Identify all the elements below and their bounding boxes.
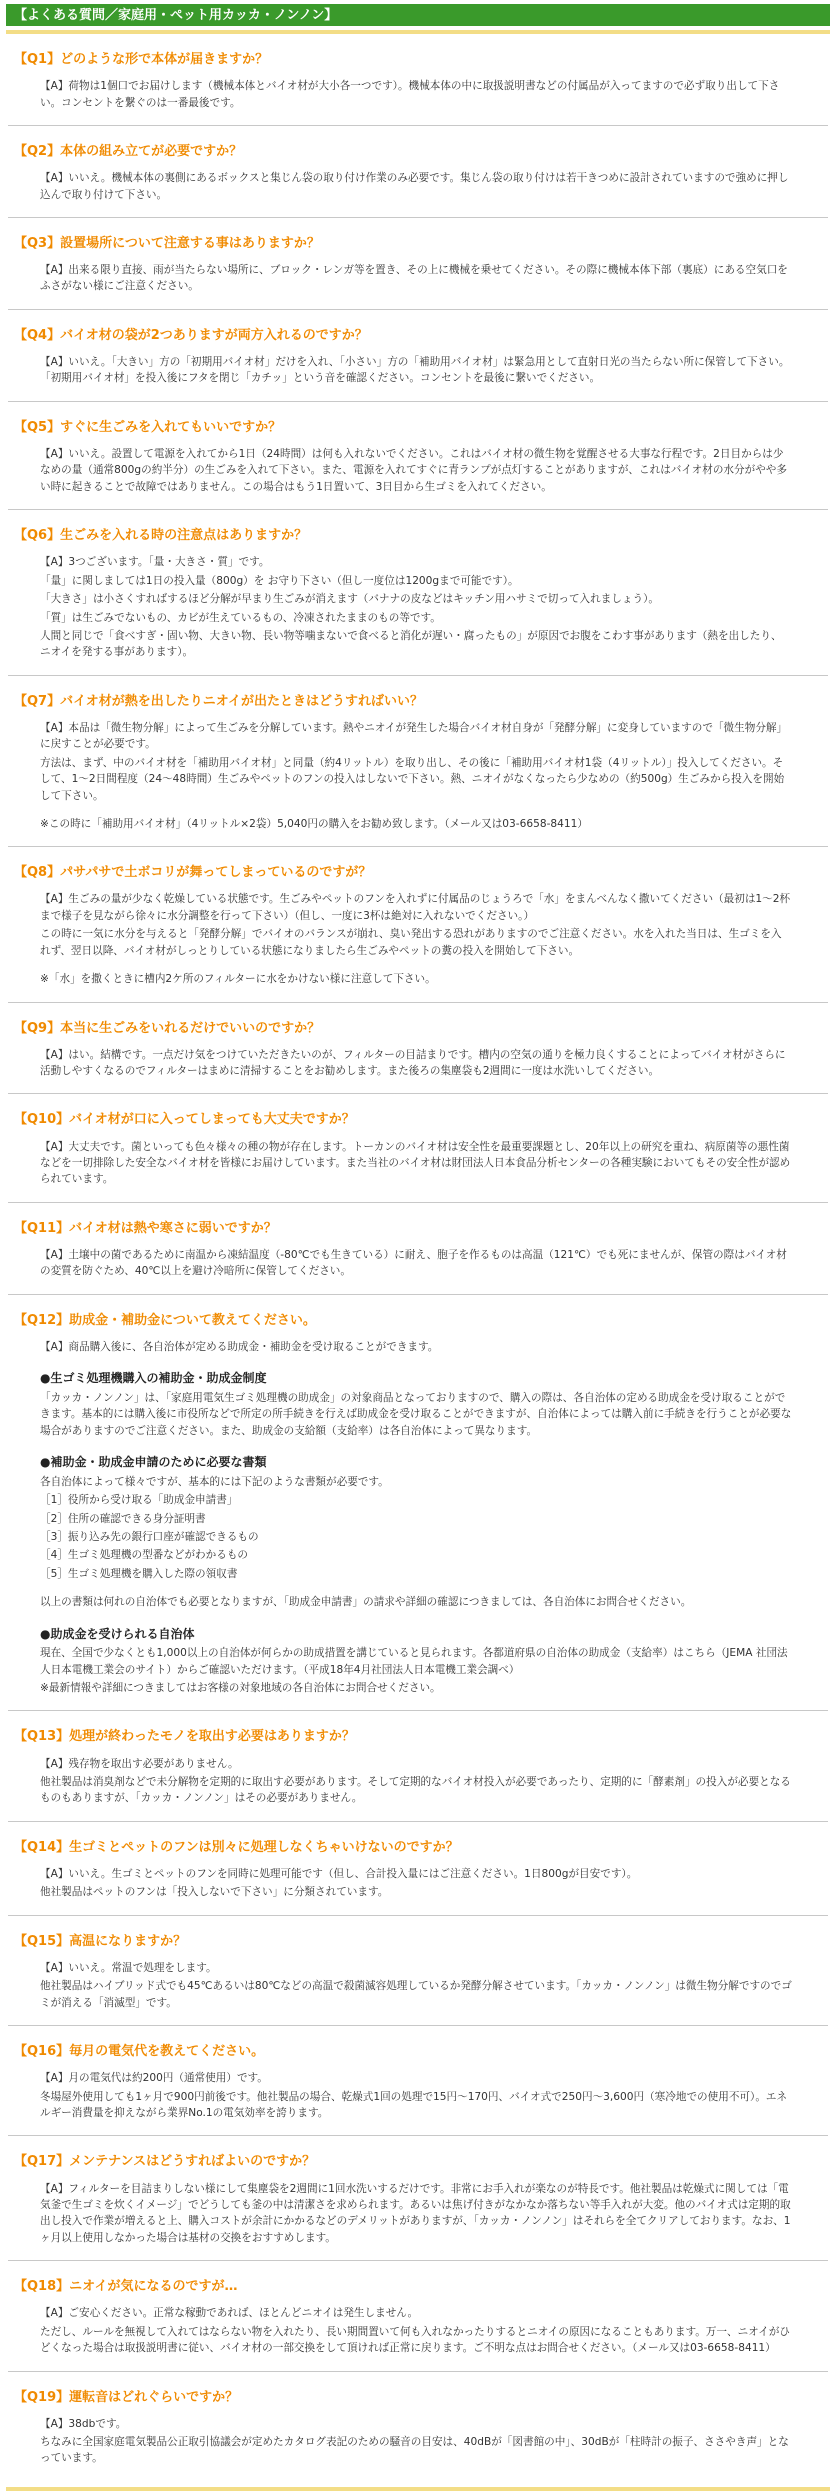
answer-paragraph: 【A】フィルターを目詰まりしない様にして集塵袋を2週間に1回水洗いするだけです。非常にお手入れが楽なのが特長です。他社製品は乾燥式に関しては「電気釜で生ゴミを炊くイメージ」でどうしても釜の中は清潔さを求められます。あるいは焦げ付きがなかなか落ちない等手入れが大変。他のバイオ式は定期的取出し投入で作業が増えると上、購入コストが余計にかかるなどのデメリットがありますが、「カッカ・ノンノン」はそれらを全てクリアしております。なお、1ヶ月以上使用しなかった場合は基材の交換をおすすめします。 [40, 2182, 791, 2244]
answer-paragraph: ※「水」を撒くときに槽内2ケ所のフィルターに水をかけない様に注意して下さい。 [40, 973, 436, 986]
answer-paragraph: 【A】38dbです。 [40, 2417, 127, 2430]
answer-paragraph: 【A】土壌中の菌であるために南温から凍結温度（-80℃でも生きている）に耐え、胞子を作るものは高温（121℃）でも死にませんが、保管の際はバイオ材の変質を防ぐため、40℃以上を避け冷暗所に保管してください。 [40, 1248, 787, 1278]
answer-paragraph: ※最新情報や詳細につきましてはお客様の対象地域の各自治体にお問合せください。 [40, 1681, 441, 1694]
faq-question: 【Q13】処理が終わったモノを取出す必要はありますか？ [14, 1729, 355, 1745]
faq-answer [8, 554, 828, 674]
answer-subheading: ●助成金を受けられる自治体 [40, 1626, 195, 1641]
faq-answer [8, 2181, 828, 2261]
faq-answer [8, 720, 828, 846]
answer-paragraph: 各自治体によって様々ですが、基本的には下記のような書類が必要です。 [40, 1475, 389, 1488]
faq-question: 【Q17】メンテナンスはどうすればよいのですか？ [14, 2154, 316, 2170]
faq-question: 【Q1】どのような形で本体が届きますか？ [14, 52, 269, 67]
faq-answer [8, 1756, 828, 1821]
answer-paragraph: 冬場屋外使用しても1ヶ月で900円前後です。他社製品の場合、乾燥式1回の処理で15円～170円、バイオ式で250円～3,600円（寒冷地での使用不可）。エネルギー消費量を抑えながら業界No.1の電気効率を誇ります。 [40, 2090, 788, 2119]
faq-question: 【Q5】すぐに生ごみを入れてもいいですか？ [14, 419, 282, 435]
faq-item [8, 1094, 828, 1201]
faq-question: 【Q16】毎月の電気代を教えてください。 [14, 2044, 265, 2060]
footer-divider [6, 2487, 830, 2491]
faq-answer [8, 1047, 828, 1094]
faq-question: 【Q4】バイオ材の袋が2つありますが両方入れるのですか？ [14, 327, 368, 343]
faq-page [0, 4, 836, 2465]
faq-item [8, 676, 828, 847]
answer-paragraph: 以上の書類は何れの自治体でも必要となりますが、「助成金申請書」の請求や詳細の確認につきましては、各自治体にお問合せください。 [40, 1596, 692, 1609]
answer-paragraph: 【A】生ごみの量が少なく乾燥している状態です。生ごみやペットのフンを入れずに付属品のじょうろで「水」をまんべんなく撒いてください（最初は1～2杯まで様子を見ながら徐々に水分調整を行って下さい）（但し、一度に3杯は絶対に入れないでください。） [40, 893, 791, 922]
faq-question: 【Q2】本体の組み立てが必要ですか？ [14, 143, 243, 159]
faq-item [8, 2372, 828, 2481]
faq-answer [8, 2070, 828, 2135]
answer-paragraph: 現在、全国で少なくとも1,000以上の自治体が何らかの助成措置を講じていると見られます。各都道府県の自治体の助成金（支給率）はこちら（JEMA 社団法人日本電機工業会のサイト）からご確認いただけます。（平成18年4月社団法人日本電機工業会調べ） [40, 1647, 788, 1676]
faq-question: 【Q12】助成金・補助金について教えてください。 [14, 1312, 316, 1328]
answer-subheading: ●生ゴミ処理機購入の補助金・助成金制度 [40, 1371, 267, 1386]
faq-item [8, 510, 828, 675]
answer-paragraph: 【A】いいえ。機械本体の裏側にあるボックスと集じん袋の取り付け作業のみ必要です。集じん袋の取り付けは若干きつめに設計されていますので強めに押し込んで取り付けて下さい。 [40, 172, 789, 201]
answer-paragraph: ［3］振り込み先の銀行口座が確認できるもの [40, 1530, 259, 1543]
faq-item [8, 1203, 828, 1294]
faq-list [8, 34, 828, 2481]
faq-item [8, 1003, 828, 1094]
faq-answer [8, 446, 828, 509]
faq-question: 【Q18】ニオイが気になるのですが… [14, 2279, 238, 2295]
answer-paragraph: 他社製品は消臭剤などで未分解物を定期的に取出す必要があります。そして定期的なバイオ材投入が必要であったり、定期的に「酵素剤」の投入が必要となるものもありますが、「カッカ・ノンノン」はその必要がありません。 [40, 1775, 791, 1805]
answer-paragraph: 「大きさ」は小さくすればするほど分解が早まり生ごみが消えます（バナナの皮などはキッチン用ハサミで切って入れましょう）。 [40, 593, 659, 606]
answer-paragraph: ［1］役所から受け取る「助成金申請書」 [40, 1494, 238, 1507]
faq-answer [8, 78, 828, 125]
faq-question: 【Q15】高温になりますか？ [14, 1933, 187, 1949]
answer-paragraph: 【A】残存物を取出す必要がありません。 [40, 1757, 239, 1770]
faq-question: 【Q14】生ゴミとペットのフンは別々に処理しなくちゃいけないのですか？ [14, 1839, 459, 1855]
faq-answer [8, 2305, 828, 2370]
answer-paragraph: この時に一気に水分を与えると「発酵分解」でバイオのバランスが崩れ、臭い発出する恐れがありますのでご注意ください。水を入れた当日は、生ゴミを入れず、翌日以降、バイオ材がしっとりしている状態になりましたら生ごみやペットの糞の投入を開始して下さい。 [40, 928, 782, 957]
faq-item [8, 1822, 828, 1915]
page-title: 【よくある質問／家庭用・ペット用カッカ・ノンノン】 [6, 4, 830, 26]
faq-question: 【Q10】バイオ材が口に入ってしまっても大丈夫ですか？ [14, 1112, 355, 1128]
faq-item [8, 847, 828, 1001]
faq-answer [8, 1139, 828, 1202]
answer-paragraph: 他社製品はハイブリッド式でも45℃あるいは80℃などの高温で殺菌滅容処理しているか発酵分解させています。「カッカ・ノンノン」は微生物分解ですのでゴミが消える「消滅型」です。 [40, 1980, 792, 2009]
faq-item [8, 310, 828, 401]
faq-question: 【Q11】バイオ材は熱や寒さに弱いですか？ [14, 1220, 277, 1236]
faq-question: 【Q6】生ごみを入れる時の注意点はありますか？ [14, 528, 308, 544]
answer-paragraph: 【A】いいえ。「大きい」方の「初期用バイオ材」だけを入れ、「小さい」方の「補助用バイオ材」は緊急用として直射日光の当たらない所に保管して下さい。「初期用バイオ材」を投入後にフタを閉じ「カチッ」という音を確認ください。コンセントを最後に繋いでください。 [40, 356, 790, 385]
answer-paragraph: 方法は、まず、中のバイオ材を「補助用バイオ材」と同量（約4リットル）を取り出し、その後に「補助用バイオ材1袋（4リットル）」投入してください。そして、1～2日間程度（24～48時間）生ごみやペットのフンの投入はしないで下さい。熱、ニオイがなくなったら少なめの（約500g）生ごみから投入を開始して下さい。 [40, 756, 785, 802]
answer-paragraph: 【A】はい。結構です。一点だけ気をつけていただきたいのが、フィルターの目詰まりです。槽内の空気の通りを極力良くすることによってバイオ材がさらに活動しやすくなるのでフィルターはまめに清掃することをお勧めします。また後ろの集塵袋も2週間に一度は水洗いしてください。 [40, 1048, 786, 1078]
faq-question: 【Q8】パサパサで土ボコリが舞ってしまっているのですが？ [14, 865, 372, 881]
answer-paragraph: ちなみに全国家庭電気製品公正取引協議会が定めたカタログ表記のための騒音の目安は、40dBが「図書館の中」、30dBが「柱時計の振子、ささやき声」となっています。 [40, 2436, 789, 2465]
faq-item [8, 126, 828, 217]
faq-answer [8, 354, 828, 401]
answer-paragraph: 【A】いいえ。常温で処理をします。 [40, 1961, 217, 1974]
answer-paragraph: 【A】月の電気代は約200円（通常使用）です。 [40, 2072, 268, 2085]
answer-paragraph: 【A】いいえ。生ゴミとペットのフンを同時に処理可能です（但し、合計投入量にはご注意ください。1日800gが目安です）。 [40, 1867, 638, 1880]
faq-item [8, 2261, 828, 2370]
answer-paragraph: 人間と同じで「食べすぎ・固い物、大きい物、長い物等噛まないで食べると消化が遅い・腐ったもの」が原因でお腹をこわす事があります（熱を出したり、ニオイを発する事があります）。 [40, 629, 782, 659]
answer-paragraph: 【A】荷物は1個口でお届けします（機械本体とバイオ材が大小各一つです）。機械本体の中に取扱説明書などの付属品が入ってますので必ず取り出して下さい。コンセントを繋ぐのは一番最後です。 [40, 80, 780, 109]
answer-paragraph: 【A】出来る限り直接、雨が当たらない場所に、ブロック・レンガ等を置き、その上に機械を乗せてください。その際に機械本体下部（裏底）にある空気口をふさがない様にご注意ください。 [40, 264, 788, 293]
answer-subheading: ●補助金・助成金申請のために必要な書類 [40, 1455, 267, 1470]
answer-paragraph: 【A】商品購入後に、各自治体が定める助成金・補助金を受け取ることができます。 [40, 1340, 439, 1353]
faq-item [8, 2026, 828, 2135]
faq-answer [8, 262, 828, 309]
answer-paragraph: ただし、ルールを無視して入れてはならない物を入れたり、長い期間置いて何も入れなかったりするとニオイの原因になることもあります。万一、ニオイがひどくなった場合は取扱説明書に従い、バイオ材の一部交換をして頂ければ正常に戻ります。ご不明な点はお問合せください。（メール又は03-6658-8411） [40, 2325, 791, 2355]
answer-paragraph: ※この時に「補助用バイオ材」（4リットル×2袋）5,040円の購入をお勧め致します。（メール又は03-6658-8411） [40, 817, 588, 830]
faq-item [8, 34, 828, 125]
answer-paragraph: 「カッカ・ノンノン」は、「家庭用電気生ゴミ処理機の助成金」の対象商品となっておりますので、購入の際は、各自治体の定める助成金を受け取ることができます。基本的には購入後に市役所などで所定の所手続きを行えば助成金を受け取ることができますが、自治体によっては購入前に手続きを行うことが必要な場合がありますのでご注意ください。また、助成金の支給額（支給率）は各自治体によって異なります。 [40, 1391, 792, 1437]
faq-item [8, 402, 828, 509]
faq-question: 【Q19】運転音はどれぐらいですか？ [14, 2389, 239, 2405]
faq-question: 【Q3】設置場所について注意する事はありますか？ [14, 235, 320, 251]
answer-paragraph: 【A】大丈夫です。菌といっても色々様々の種の物が存在します。トーカンのバイオ材は安全性を最重要課題とし、20年以上の研究を重ね、病原菌等の悪性菌などを一切排除した安全なバイオ材を皆様にお届けしています。また当社のバイオ材は財団法人日本食品分析センターの各種実験においてもその安全性が認められています。 [40, 1140, 791, 1186]
faq-item [8, 2136, 828, 2260]
answer-paragraph: 【A】本品は「微生物分解」によって生ごみを分解しています。熱やニオイが発生した場合バイオ材自身が「発酵分解」に変身していますので「微生物分解」に戻すことが必要です。 [40, 721, 788, 751]
answer-paragraph: 【A】ご安心ください。正常な稼動であれば、ほとんどニオイは発生しません。 [40, 2307, 419, 2320]
faq-question: 【Q9】本当に生ごみをいれるだけでいいのですか？ [14, 1020, 321, 1036]
answer-paragraph: 【A】3つございます。「量・大きさ・質」です。 [40, 556, 270, 569]
faq-item [8, 1295, 828, 1711]
faq-answer [8, 1960, 828, 2025]
faq-answer [8, 1866, 828, 1915]
faq-answer [8, 1247, 828, 1294]
faq-answer [8, 1339, 828, 1710]
answer-paragraph: 他社製品はペットのフンは「投入しないで下さい」に分類されています。 [40, 1886, 389, 1899]
answer-paragraph: 「質」は生ごみでないもの、カビが生えているもの、冷凍されたままのもの等です。 [40, 611, 441, 624]
faq-item [8, 1711, 828, 1820]
answer-paragraph: ［5］生ゴミ処理機を購入した際の領収書 [40, 1567, 238, 1580]
faq-question: 【Q7】バイオ材が熱を出したりニオイが出たときはどうすればいい？ [14, 693, 424, 709]
answer-paragraph: 「量」に関しましては1日の投入量（800g）を お守り下さい（但し一度位は1200gまで可能です）。 [40, 574, 519, 587]
answer-paragraph: ［2］住所の確認できる身分証明書 [40, 1512, 206, 1525]
faq-answer [8, 891, 828, 1001]
faq-item [8, 1916, 828, 2025]
faq-answer [8, 2416, 828, 2481]
faq-item [8, 218, 828, 309]
answer-paragraph: ［4］生ゴミ処理機の型番などがわかるもの [40, 1549, 249, 1562]
faq-answer [8, 170, 828, 217]
answer-paragraph: 【A】いいえ。設置して電源を入れてから1日（24時間）は何も入れないでください。これはバイオ材の微生物を覚醒させる大事な行程です。2日目からは少なめの量（通常800gの約半分）の生ごみを入れて下さい。また、電源を入れてすぐに青ランプが点灯することがありますが、これはバイオ材の水分がやや多い時に起きることで故障ではありません。この場合はもう1日置いて、3日目から生ゴミを入れてください。 [40, 447, 787, 493]
